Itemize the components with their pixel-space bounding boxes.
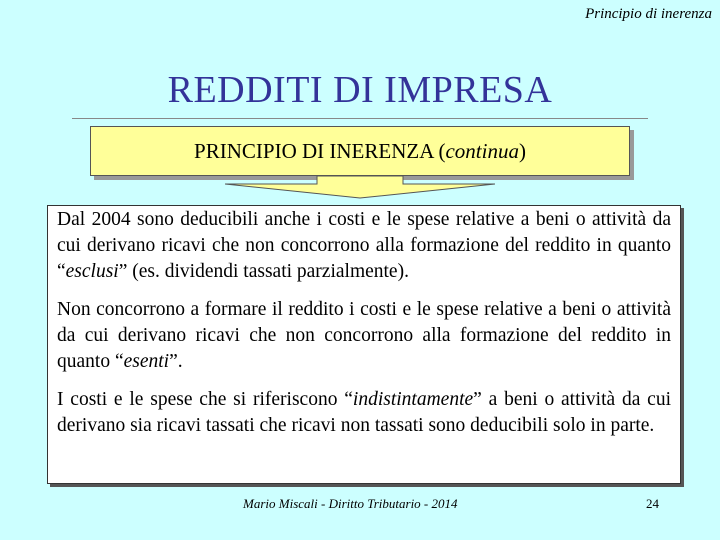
paragraph-3-before: I costi e le spese che si riferiscono “ bbox=[57, 389, 353, 410]
subtitle-text bbox=[194, 139, 526, 164]
down-arrow-icon bbox=[225, 176, 495, 206]
paragraph-2-italic: esenti bbox=[123, 351, 170, 372]
paragraph-2-before: Non concorrono a formare il reddito i costi e le spese relative a beni o attività da cui derivano ricavi che non concorrono alla formazione del reddito in quanto “ bbox=[57, 299, 671, 372]
footer-author: Mario Miscali - Diritto Tributario - 2014 bbox=[243, 496, 458, 511]
paragraph-3-after: ” a beni o attività da cui derivano sia ricavi tassati che ricavi non tassati sono deducibili solo in parte. bbox=[57, 389, 671, 436]
paragraph-1-after: ” (es. dividendi tassati parzialmente). bbox=[118, 261, 409, 282]
title-divider bbox=[72, 118, 648, 119]
page-title: REDDITI DI IMPRESA bbox=[167, 69, 553, 111]
paragraph-1-italic: esclusi bbox=[65, 261, 119, 282]
content-box bbox=[47, 205, 681, 484]
header-note: Principio di inerenza bbox=[585, 6, 712, 22]
subtitle-main: PRINCIPIO DI INERENZA ( bbox=[194, 138, 446, 163]
paragraph-1-before: Dal 2004 sono deducibili anche i costi e le spese relative a beni o attività da cui derivano ricavi che non concorrono alla formazione del reddito in quanto “ bbox=[57, 209, 671, 282]
paragraph-1 bbox=[57, 207, 671, 285]
paragraph-3-italic: indistintamente bbox=[352, 389, 474, 410]
subtitle-box bbox=[90, 126, 630, 176]
subtitle-close: ) bbox=[518, 138, 526, 163]
paragraph-2 bbox=[57, 297, 671, 375]
paragraph-3 bbox=[57, 387, 671, 439]
paragraph-2-after: ”. bbox=[169, 351, 183, 372]
page-number: 24 bbox=[646, 496, 659, 511]
subtitle-italic: continua bbox=[445, 138, 519, 163]
